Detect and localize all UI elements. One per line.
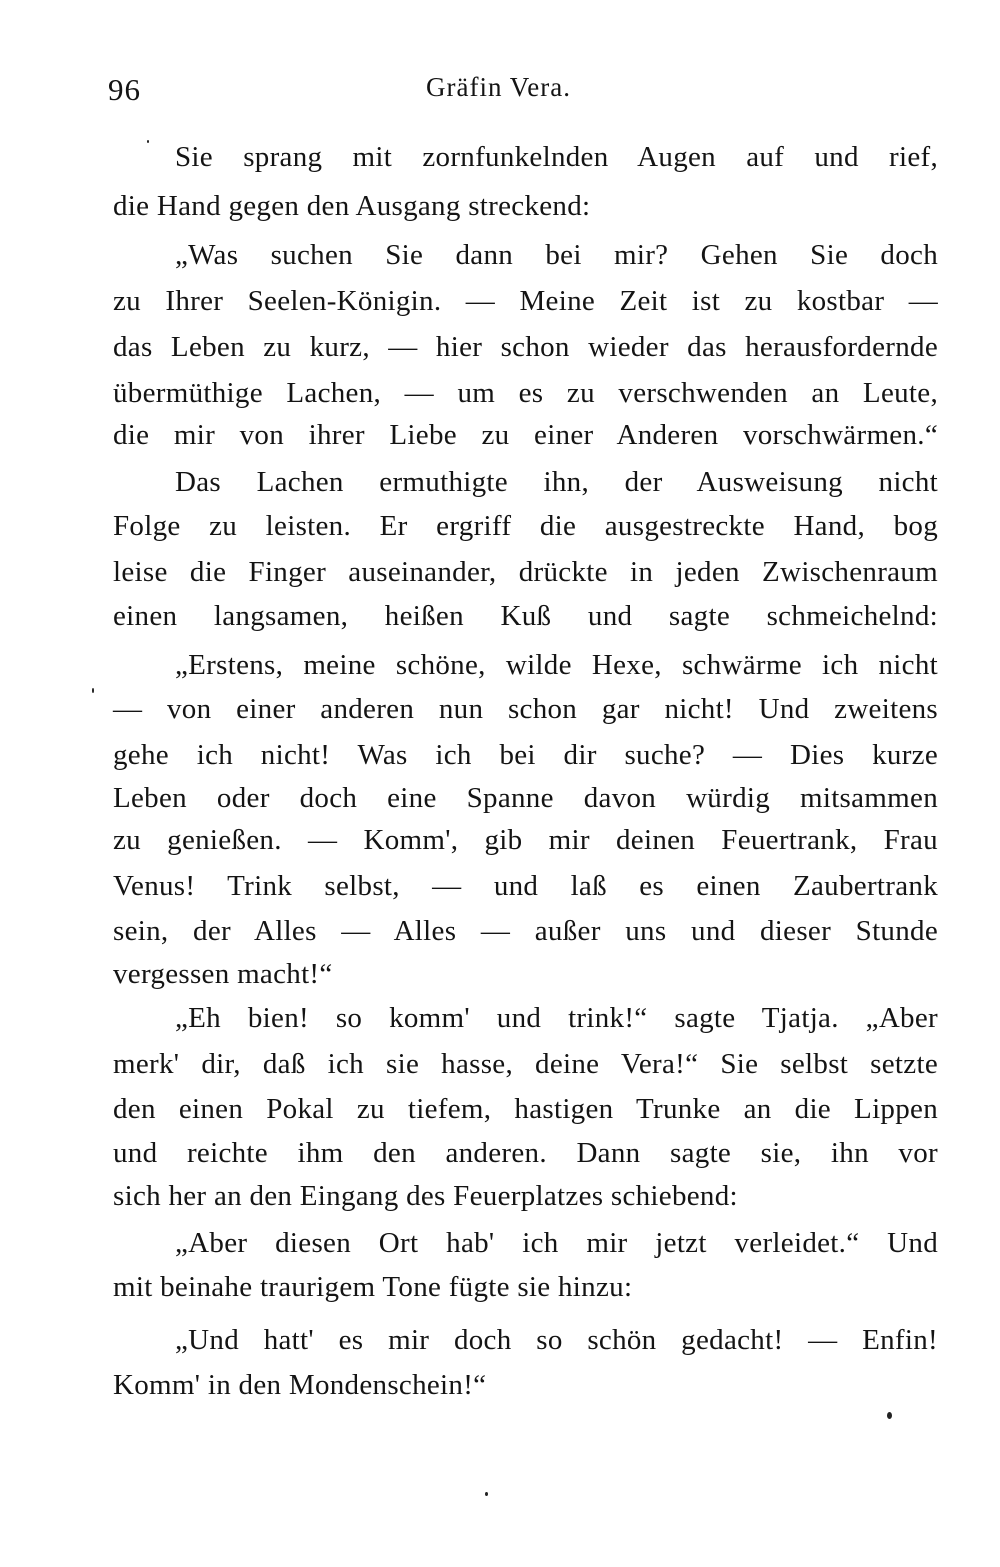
text-line: Sie sprang mit zornfunkelnden Augen auf und rief, [175,141,938,173]
text-line: die mir von ihrer Liebe zu einer Anderen vorschwärmen.“ [113,419,938,451]
text-line: Venus! Trink selbst, — und laß es einen Zaubertrank [113,870,938,902]
ink-speck [92,688,94,693]
ink-speck [485,1492,488,1496]
text-line: die Hand gegen den Ausgang streckend: [113,190,591,222]
running-head: Gräfin Vera. [426,72,571,102]
page-number: 96 [108,72,141,107]
text-line: Leben oder doch eine Spanne davon würdig mitsammen [113,782,938,814]
text-line: — von einer anderen nun schon gar nicht! Und zweitens [113,693,938,725]
text-line: zu genießen. — Komm', gib mir deinen Feuertrank, Frau [113,824,938,856]
text-line: „Aber diesen Ort hab' ich mir jetzt verleidet.“ Und [175,1227,938,1259]
text-line: gehe ich nicht! Was ich bei dir suche? — Dies kurze [113,739,938,771]
text-line: übermüthige Lachen, — um es zu verschwenden an Leute, [113,377,938,409]
text-line: merk' dir, daß ich sie hasse, deine Vera!“ Sie selbst setzte [113,1048,938,1080]
ink-speck [147,140,149,143]
text-line: „Erstens, meine schöne, wilde Hexe, schwärme ich nicht [175,649,938,681]
page-header [108,72,938,112]
text-line: einen langsamen, heißen Kuß und sagte schmeichelnd: [113,600,938,632]
text-line: „Eh bien! so komm' und trink!“ sagte Tjatja. „Aber [175,1002,938,1034]
text-line: den einen Pokal zu tiefem, hastigen Trunke an die Lippen [113,1093,938,1125]
text-line: und reichte ihm den anderen. Dann sagte sie, ihn vor [113,1137,938,1169]
text-line: „Und hatt' es mir doch so schön gedacht! — Enfin! [175,1324,938,1356]
text-line: sein, der Alles — Alles — außer uns und dieser Stunde [113,915,938,947]
text-line: sich her an den Eingang des Feuerplatzes schiebend: [113,1180,738,1212]
text-line: das Leben zu kurz, — hier schon wieder das herausfordernde [113,331,938,363]
text-line: „Was suchen Sie dann bei mir? Gehen Sie doch [175,239,938,271]
ink-speck [887,1412,892,1419]
text-line: leise die Finger auseinander, drückte in jeden Zwischenraum [113,556,938,588]
text-line: Folge zu leisten. Er ergriff die ausgestreckte Hand, bog [113,510,938,542]
text-line: Das Lachen ermuthigte ihn, der Ausweisung nicht [175,466,938,498]
text-line: zu Ihrer Seelen-Königin. — Meine Zeit ist zu kostbar — [113,285,938,317]
text-line: mit beinahe traurigem Tone fügte sie hinzu: [113,1271,633,1303]
text-line: vergessen macht!“ [113,958,333,990]
text-line: Komm' in den Mondenschein!“ [113,1369,487,1401]
